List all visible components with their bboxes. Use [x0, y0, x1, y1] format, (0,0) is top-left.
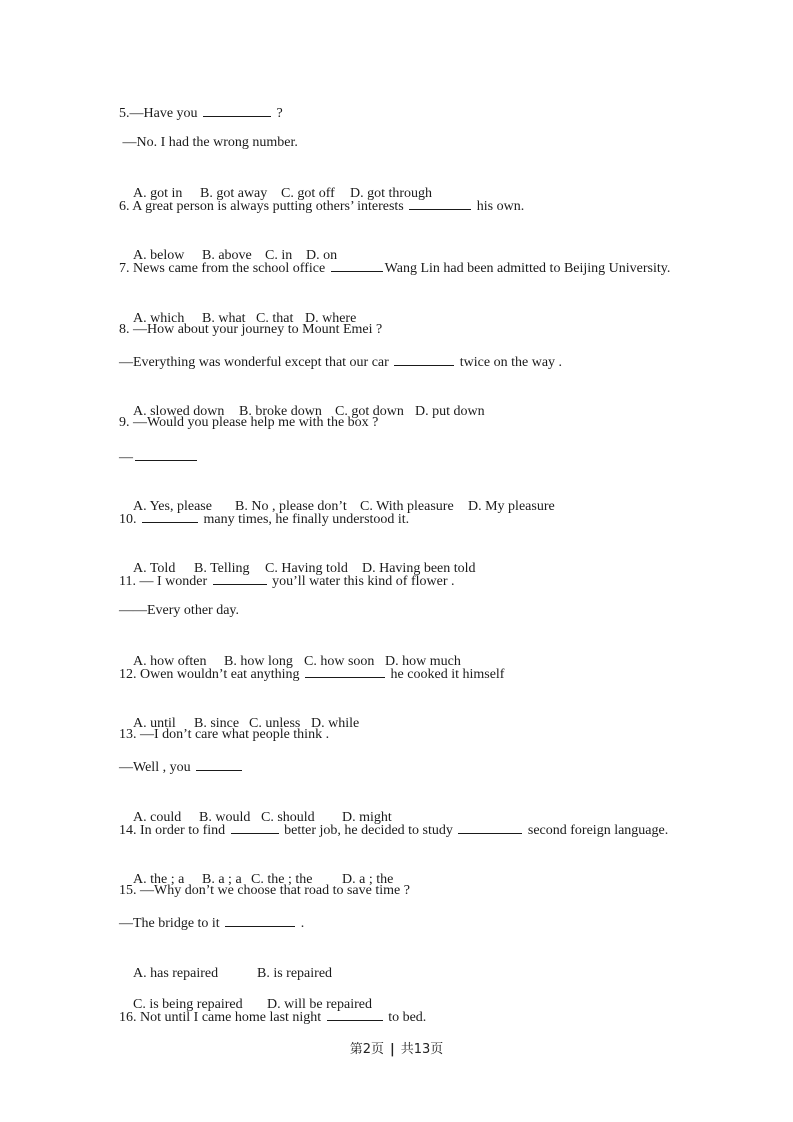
- option-a[interactable]: A. the ; a: [133, 872, 185, 887]
- question-5-options: [119, 164, 433, 201]
- question-9-options: [119, 477, 555, 514]
- question-11-options: [119, 632, 461, 669]
- question-15-options-row-2: [119, 975, 372, 1012]
- option-b[interactable]: B. got away: [200, 186, 268, 201]
- answer-blank[interactable]: [135, 446, 197, 461]
- answer-blank[interactable]: [225, 912, 295, 927]
- answer-blank[interactable]: [331, 257, 383, 272]
- question-7-stem: 7. News came from the school office Wang Lin had been admitted to Beijing University.: [119, 257, 670, 277]
- option-a[interactable]: A. got in: [133, 186, 183, 201]
- option-b[interactable]: B. a ; a: [202, 872, 242, 887]
- question-7-options: [119, 289, 357, 326]
- option-c[interactable]: C. that: [256, 311, 294, 326]
- question-12-stem: 12. Owen wouldn’t eat anything he cooked it himself: [119, 663, 504, 683]
- question-15-options-row-1: [119, 944, 333, 981]
- option-a[interactable]: A. below: [133, 248, 185, 263]
- answer-blank[interactable]: [213, 570, 267, 585]
- question-6-stem: 6. A great person is always putting others’ interests his own.: [119, 195, 524, 215]
- option-b[interactable]: B. how long: [224, 654, 293, 669]
- question-5-reply: —No. I had the wrong number.: [119, 135, 298, 150]
- answer-blank[interactable]: [327, 1006, 383, 1021]
- option-b[interactable]: B. No , please don’t: [235, 499, 347, 514]
- option-b[interactable]: B. above: [202, 248, 252, 263]
- question-10-stem: 10. many times, he finally understood it.: [119, 508, 409, 528]
- option-a[interactable]: A. Yes, please: [133, 499, 212, 514]
- option-b[interactable]: B. what: [202, 311, 246, 326]
- option-b[interactable]: B. would: [199, 810, 251, 825]
- answer-blank[interactable]: [458, 819, 522, 834]
- question-5-stem: 5.—Have you ?: [119, 102, 283, 122]
- question-9-stem: 9. —Would you please help me with the box ?: [119, 415, 379, 430]
- option-c[interactable]: C. unless: [249, 716, 301, 731]
- question-14-stem: 14. In order to find better job, he decided to study second foreign language.: [119, 819, 668, 839]
- question-15-reply: —The bridge to it .: [119, 912, 304, 932]
- option-d[interactable]: D. Having been told: [362, 561, 476, 576]
- option-d[interactable]: D. how much: [385, 654, 461, 669]
- option-b[interactable]: B. since: [194, 716, 240, 731]
- option-a[interactable]: A. how often: [133, 654, 207, 669]
- option-b[interactable]: B. broke down: [239, 404, 322, 419]
- option-d[interactable]: D. put down: [415, 404, 485, 419]
- question-13-options: [119, 788, 392, 825]
- question-14-options: [119, 850, 394, 887]
- option-b[interactable]: B. is repaired: [257, 966, 333, 981]
- option-d[interactable]: D. on: [306, 248, 338, 263]
- question-13-stem: 13. —I don’t care what people think .: [119, 727, 330, 742]
- question-8-stem: 8. —How about your journey to Mount Emei ?: [119, 322, 383, 337]
- option-c[interactable]: C. got down: [335, 404, 404, 419]
- option-c[interactable]: C. should: [261, 810, 315, 825]
- option-d[interactable]: D. will be repaired: [267, 997, 372, 1012]
- answer-blank[interactable]: [394, 351, 454, 366]
- question-6-options: [119, 226, 338, 263]
- question-12-options: [119, 694, 360, 731]
- question-11-stem: 11. — I wonder you’ll water this kind of flower .: [119, 570, 455, 590]
- question-13-reply: —Well , you: [119, 756, 244, 776]
- option-a[interactable]: A. Told: [133, 561, 176, 576]
- option-a[interactable]: A. slowed down: [133, 404, 225, 419]
- option-d[interactable]: D. while: [311, 716, 360, 731]
- question-10-options: [119, 539, 476, 576]
- option-c[interactable]: C. the ; the: [251, 872, 313, 887]
- question-11-reply: ——Every other day.: [119, 603, 239, 618]
- option-d[interactable]: D. a ; the: [342, 872, 394, 887]
- option-d[interactable]: D. got through: [350, 186, 433, 201]
- option-a[interactable]: A. has repaired: [133, 966, 219, 981]
- option-c[interactable]: C. in: [265, 248, 293, 263]
- option-a[interactable]: A. which: [133, 311, 185, 326]
- option-a[interactable]: A. could: [133, 810, 182, 825]
- question-16-stem: 16. Not until I came home last night to bed.: [119, 1006, 426, 1026]
- option-c[interactable]: C. got off: [281, 186, 335, 201]
- answer-blank[interactable]: [305, 663, 385, 678]
- option-c[interactable]: C. is being repaired: [133, 997, 243, 1012]
- option-c[interactable]: C. how soon: [304, 654, 375, 669]
- option-a[interactable]: A. until: [133, 716, 176, 731]
- question-15-stem: 15. —Why don’t we choose that road to save time ?: [119, 883, 410, 898]
- answer-blank[interactable]: [409, 195, 471, 210]
- answer-blank[interactable]: [231, 819, 279, 834]
- answer-blank[interactable]: [196, 756, 242, 771]
- question-8-options: [119, 382, 485, 419]
- answer-blank[interactable]: [142, 508, 198, 523]
- option-d[interactable]: D. My pleasure: [468, 499, 555, 514]
- question-9-reply: —: [119, 446, 199, 466]
- footer-separator: |: [389, 1042, 395, 1057]
- option-b[interactable]: B. Telling: [194, 561, 250, 576]
- option-d[interactable]: D. might: [342, 810, 392, 825]
- question-8-reply: —Everything was wonderful except that our car twice on the way .: [119, 351, 562, 371]
- page-total: 共13页: [400, 1042, 444, 1057]
- answer-blank[interactable]: [203, 102, 271, 117]
- option-c[interactable]: C. With pleasure: [360, 499, 454, 514]
- option-d[interactable]: D. where: [305, 311, 357, 326]
- option-c[interactable]: C. Having told: [265, 561, 348, 576]
- page-number: 第2页: [349, 1042, 384, 1057]
- page-footer: [0, 1038, 793, 1057]
